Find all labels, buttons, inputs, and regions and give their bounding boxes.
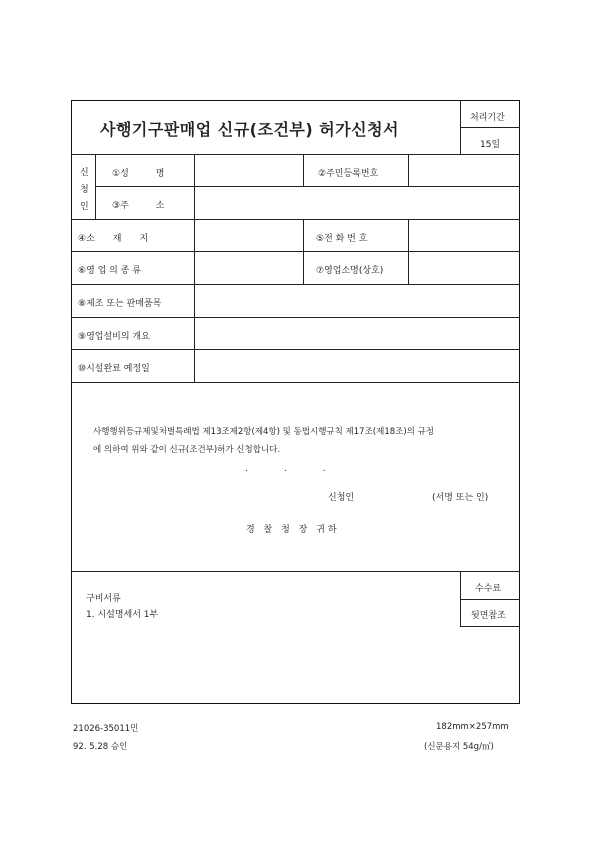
phone-field[interactable] — [410, 221, 518, 250]
facilities-label: ⑨영업설비의 개요 — [78, 332, 150, 342]
col-divider — [303, 219, 304, 284]
applicant-group-label: 신 — [80, 168, 89, 178]
fee-label: 수수료 — [475, 584, 502, 594]
row-divider — [71, 251, 520, 252]
resident-no-label: ②주민등록번호 — [318, 169, 379, 179]
row-divider — [71, 219, 520, 220]
row-divider — [71, 349, 520, 350]
attachment-item-1: 1. 시설명세서 1부 — [86, 610, 159, 620]
paper-size: 182mm×257mm — [436, 722, 509, 732]
statement-line-1: 사행행위등규제및처벌특례법 제13조제2항(제4항) 및 동법시행규칙 제17조(제18조)의 규정 — [93, 427, 435, 437]
applicant-group-label: 인 — [80, 202, 89, 212]
row-divider — [71, 317, 520, 318]
processing-period-label: 처리기간 — [470, 113, 505, 123]
business-type-label: ⑥영 업 의 종 류 — [78, 266, 141, 276]
processing-period-value: 15일 — [480, 140, 501, 150]
completion-date-label: ⑩시설완료 예정일 — [78, 364, 150, 374]
address-label: ③주 소 — [112, 201, 165, 211]
row-divider — [71, 571, 520, 572]
row-divider — [460, 599, 520, 600]
row-divider — [71, 284, 520, 285]
name-label: ①성 명 — [112, 169, 165, 179]
applicant-sign-label: 신청인 — [328, 493, 355, 503]
form-title: 사행기구판매업 신규(조건부) 허가신청서 — [100, 120, 400, 139]
business-type-field[interactable] — [196, 253, 302, 283]
addressee: 경 찰 청 장 귀하 — [246, 525, 340, 535]
col-divider — [408, 154, 409, 187]
business-name-label: ⑦영업소명(상호) — [316, 266, 384, 276]
completion-date-field[interactable] — [196, 351, 518, 381]
items-label: ⑧제조 또는 판매품목 — [78, 299, 162, 309]
statement-line-2: 에 의하여 위와 같이 신규(조건부)허가 신청합니다. — [93, 445, 281, 455]
facilities-field[interactable] — [196, 319, 518, 348]
form-number: 21026-35011민 — [73, 724, 139, 734]
row-divider — [71, 154, 520, 155]
approval-date: 92. 5.28 승인 — [73, 742, 128, 752]
date-dots: . . . — [245, 464, 326, 474]
col-divider — [408, 219, 409, 284]
col-divider — [194, 154, 195, 382]
address-field[interactable] — [196, 188, 518, 218]
items-field[interactable] — [196, 286, 518, 316]
name-field[interactable] — [196, 156, 302, 185]
fee-note: 뒷면참조 — [471, 611, 506, 621]
col-divider — [303, 154, 304, 187]
signature-field[interactable] — [362, 486, 428, 502]
applicant-group-label: 청 — [80, 185, 89, 195]
col-divider — [95, 154, 96, 219]
row-divider — [460, 626, 520, 627]
signature-note: (서명 또는 인) — [432, 493, 489, 503]
row-divider — [95, 186, 520, 187]
phone-label: ⑤전 화 번 호 — [316, 234, 368, 244]
attachments-heading: 구비서류 — [86, 594, 121, 604]
row-divider — [71, 382, 520, 383]
location-field[interactable] — [196, 221, 302, 250]
resident-no-field[interactable] — [410, 156, 518, 185]
paper-type: (신문용지 54g/㎡) — [424, 742, 494, 752]
location-label: ④소 재 지 — [78, 234, 149, 244]
business-name-field[interactable] — [410, 253, 518, 283]
divider — [460, 127, 520, 128]
